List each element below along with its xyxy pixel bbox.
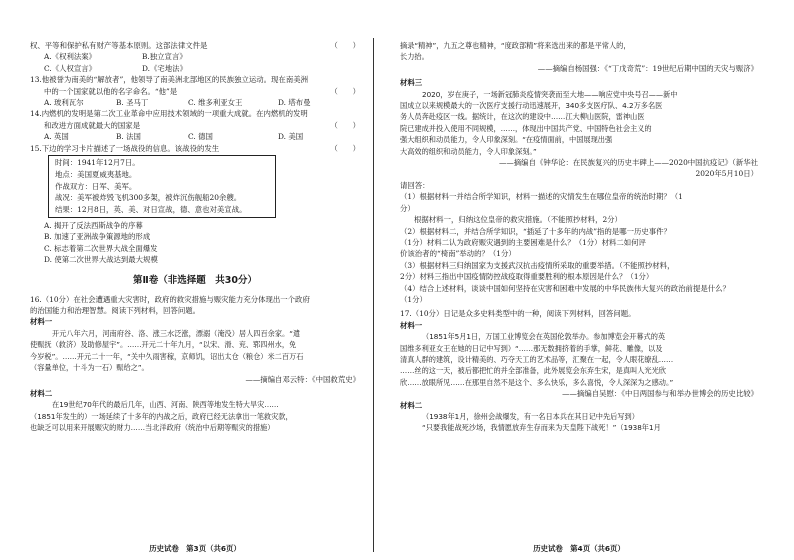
- q14-line-2: 和改进方面成就最大的国家是 （ ）: [44, 120, 360, 130]
- section-title: 第Ⅱ卷（非选择题 共30分）: [133, 274, 257, 286]
- exam-page-3: [30, 0, 360, 560]
- q16-line-1: 16.（10分）在社会遭遇重大灾害时，政府的救灾措施与赈灾能力充分体现出一个政府: [30, 294, 310, 304]
- material-3-date: 2020年5月10日）: [695, 169, 758, 179]
- q12-continuation: 权、平等和保护私有财产等基本原则。这部法律文件是 （ ）: [30, 41, 360, 50]
- material-3-text: 务人员奔赴疫区一线。据统计，在这次的建设中……江大柳山医院，雷神山医: [400, 112, 645, 122]
- answer-blank: （ ）: [330, 86, 360, 96]
- option-d: D. 塔布曼: [278, 98, 311, 108]
- q15-option-d: D. 使第二次世界大战达到最大规模: [44, 255, 158, 265]
- material-2-text: （1851年发生的）一场延续了十多年的内战之后，政府已经无法拿出一笔救灾款，: [30, 411, 293, 421]
- exam-page-4: [400, 0, 758, 560]
- answer-list: [400, 191, 758, 305]
- material-1-label: 材料一: [30, 317, 53, 327]
- answer-prompt-line: （1分）材料二认为政府赈灾遇到的主要困难是什么？（1分）材料二如何评: [400, 237, 646, 247]
- option-c: C.《人权宣言》: [44, 63, 97, 73]
- q17-material-1-text: （1851年5月1日，万国工业博览会在英国伦敦举办。参加博览会开幕式的英: [422, 332, 666, 342]
- answer-prompt-line: （1分）: [400, 294, 427, 304]
- material-2-continued: 摘录“精神”，九五之尊也精神，“度政部精”将来选出来的都是平常人的，: [400, 41, 631, 50]
- q17-material-2-label: 材料二: [400, 400, 423, 410]
- option-a: A.《权利法案》: [44, 52, 97, 62]
- material-1-text: 开元八年六月，河南府谷、洛、涨三水泛涨，漂溺（淹没）居人四百余家。“遣: [52, 328, 301, 338]
- answer-blank: （ ）: [330, 120, 360, 130]
- q13-line-2: 中的一个国家就以他的名字命名。“他”是 （ ）: [44, 86, 360, 96]
- study-card: [48, 155, 276, 218]
- answer-prompt-line: 2分）材料三指出中国疫情防控战疫取得重要胜利的根本原因是什么？（1分）: [400, 272, 654, 282]
- card-result-stats: 战况：美军被炸毁飞机300多架，被炸沉伤舰船20余艘。: [55, 193, 242, 203]
- material-3-text: 2020，岁在庚子，一场新冠肺炎疫情突袭而至大地——响应党中央号召——新中: [422, 89, 678, 99]
- material-1-text: （容量单位，十斗为一石）赈给之”。: [30, 363, 149, 373]
- material-2-label: 材料二: [30, 388, 53, 398]
- q17-material-1-label: 材料一: [400, 320, 423, 330]
- option-b: B.独立宣言》: [142, 52, 187, 62]
- ask-label: 请回答：: [400, 180, 430, 190]
- page-footer: 历史试卷 第4页（共6页）: [533, 543, 625, 553]
- answer-prompt-line: （2）根据材料二，并结合所学知识，“插延了十多年的内战”指的是哪一历史事件？: [400, 226, 671, 236]
- option-c: C. 维多利亚女王: [188, 98, 243, 108]
- answer-prompt-line: （3）根据材料三归纳国家为支援武汉抗击疫情所采取的重要举措。（不能照抄材料，: [400, 260, 675, 270]
- option-a: A. 玻利瓦尔: [44, 98, 84, 108]
- option-d: D. 美国: [278, 132, 304, 142]
- q13-options: [30, 97, 360, 108]
- q15-option-b: B. 加速了亚洲战争策源地的形成: [44, 232, 151, 242]
- q13-line-1: 13.他被誉为南美的“解放者”，他领导了南美洲北部地区的民族独立运动。现在南美洲: [30, 75, 308, 85]
- material-3-label: 材料三: [400, 78, 423, 88]
- answer-prompt-line: 价该治者的“椅南”举动的？（1分）: [400, 249, 516, 259]
- q17-material-2-text: “只要我能战死沙场，我情愿放弃生存而来为天皇陛下战死！”（1938年1月: [422, 423, 661, 433]
- answer-prompt-line: （4）结合上述材料，谈谈中国如何坚持在灾害和困难中发展的中华民族伟大复兴的政治前提是什么？: [400, 283, 730, 293]
- q12-options: [30, 51, 360, 62]
- q17-material-1-text: 欣……放眼所见……在那里自然不是这个、多么快乐，多么喜悦，令人深深为之感动。”: [400, 377, 674, 387]
- material-1-text: 使赈抚（救济）及助修屋宇”。……开元二十年九月，“以宋、滑、兖、郓四州水，免: [30, 340, 297, 350]
- card-sides: 作战双方：日军、美军。: [55, 181, 137, 191]
- option-b: B. 法国: [116, 132, 141, 142]
- material-3-text: 院已建成并投入使用不同规模，……，体现出中国共产党、中国特色社会主义的: [400, 123, 652, 133]
- material-3-text: 强大组织和动员能力，令人印象深刻。“在疫情面前，中国展现出强: [400, 135, 613, 145]
- q17-material-2-text: （1938年1月，徐州会战爆发，有一名日本兵在其日记中先后写到）: [422, 412, 639, 421]
- q17-material-1-text: 国维多利亚女王在她的日记中写到）“……那无数拥挤着的手掌，鲜花、雕像，以及: [400, 343, 663, 353]
- q17-material-1-text: ……丝的这一天，被后都把忙的并全部准备，此外展览会东弃生宋，是真叫人光光欣: [400, 366, 666, 376]
- page-divider: [373, 38, 374, 552]
- answer-prompt-line: 分）: [400, 203, 415, 213]
- answer-prompt-line: 根据材料一，归纳这位皇帝的救灾措施。（不能照抄材料，2分）: [414, 215, 622, 225]
- q17-material-1-source: ——摘编自吴慰：《中日两国参与和举办世博会的历史比较》: [562, 389, 758, 399]
- material-3-source: ——摘编自《钟华论：在民族复兴的历史丰碑上——2020中国抗疫记》（新华社: [498, 158, 758, 168]
- card-time: 时间：1941年12月7日。: [55, 158, 140, 168]
- material-2-source: ——摘编自杨国强：《“丁戊奇荒”：19世纪后期中国的天灾与赈济》: [537, 63, 758, 73]
- q15-option-a: A. 揭开了反法西斯战争的序幕: [44, 221, 143, 231]
- q14-line-1: 14.内燃机的发明是第二次工业革命中应用技术领域的一项重大成就。在内燃机的发明: [30, 109, 308, 119]
- q12-options-2: [30, 63, 360, 74]
- material-3-text: 国成立以来规模最大的一次医疗支援行动迅速展开，340多支医疗队、4.2万多名医: [400, 101, 663, 111]
- option-b: B. 圣马丁: [116, 98, 149, 108]
- material-2-text: 也缺乏可以用来开展赈灾的财力……当北洋政府（统治中后期等赈灾的措施）: [30, 423, 275, 433]
- answer-blank: （ ）: [330, 143, 360, 153]
- material-1-source: ——摘编自邓云特：《中国救荒史》: [245, 374, 360, 384]
- q15-option-c: C. 标志着第二次世界大战全面爆发: [44, 243, 158, 253]
- q17-material-1-text: 清真人群的建筑，设计精美的、巧夺天工的艺术品等，汇聚在一起，令人眼花缭乱……: [400, 354, 674, 364]
- material-3-text: 大高效的组织和动员能力，令人印象深刻。”: [400, 146, 537, 156]
- material-2-text: 在19世纪70年代的最后几年，山西、河南、陕西等地发生特大旱灾……: [52, 400, 279, 410]
- q16-line-2: 的治国能力和治理智慧。阅读下列材料，回答问题。: [30, 306, 200, 316]
- option-d: D.《宅地法》: [142, 63, 187, 73]
- material-2-continued: 长力抬。: [400, 52, 429, 62]
- material-1-text: 今岁税”。……开元二十一年，“关中久雨害稼，京师饥，诏出太仓（粮仓）米二百万石: [30, 351, 304, 361]
- card-place: 地点：美国夏威夷基地。: [55, 169, 137, 179]
- card-outcome: 结果：12月8日，英、美、对日宣战，德、意也对美宣战。: [55, 205, 247, 215]
- answer-prompt-line: （1）根据材料一并结合所学知识，材料一描述的灾情发生在哪位皇帝的统治时期？（1: [400, 192, 683, 202]
- q15-line: 15.下边的学习卡片描述了一场战役的信息。该战役的发生 （ ）: [30, 143, 360, 153]
- option-a: A. 英国: [44, 132, 69, 142]
- option-c: C. 德国: [188, 132, 213, 142]
- q17-line: 17.（10分）日记是众多史料类型中的一种，阅读下列材料，回答问题。: [400, 309, 636, 319]
- q14-options: [30, 131, 360, 142]
- answer-blank: （ ）: [330, 41, 360, 50]
- page-footer: 历史试卷 第3页（共6页）: [149, 543, 241, 553]
